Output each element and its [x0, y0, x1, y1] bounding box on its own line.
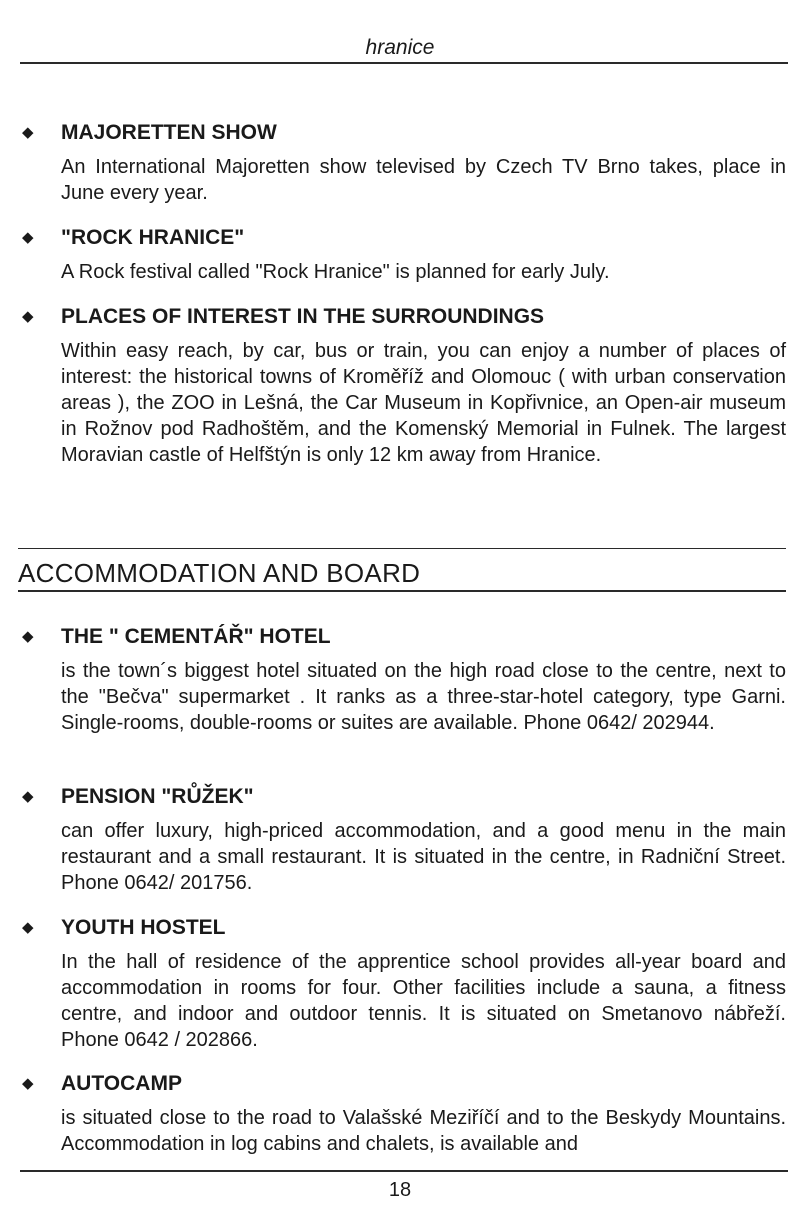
item-title: AUTOCAMP — [61, 1072, 182, 1095]
bullet-icon: ◆ — [22, 308, 34, 325]
header-rule — [20, 62, 788, 64]
item-body: can offer luxury, high-priced accommodation, and a good menu in the main restaurant and a small restaurant. It is situated in the centre, in Radniční Street. Phone 0642/ 201756. — [61, 820, 786, 894]
page-number: 18 — [388, 1179, 412, 1201]
item-body: In the hall of residence of the apprentice school provides all-year board and accommodation in rooms for four. Other facilities include a sauna, a fitness centre, and indoor and outdoor tennis. It is situated on Smetanovo nábřeží. Phone 0642 / 202866. — [61, 951, 786, 1051]
item-title: MAJORETTEN SHOW — [61, 121, 277, 144]
section-rule-bottom — [18, 590, 786, 592]
item-pension-ruzek — [20, 784, 786, 896]
item-body: A Rock festival called "Rock Hranice" is planned for early July. — [61, 261, 610, 283]
item-body: is the town´s biggest hotel situated on the high road close to the centre, next to the "Bečva" supermarket . It ranks as a three-star-hotel category, type Garni. Single-rooms, double-rooms or suites are available. Phone 0642/ 202944. — [61, 660, 786, 734]
item-body: is situated close to the road to Valašské Meziříčí and to the Beskydy Mountains. Accommodation in log cabins and chalets, is available and — [61, 1107, 786, 1155]
bullet-icon: ◆ — [22, 1075, 34, 1092]
bullet-icon: ◆ — [22, 919, 34, 936]
section-heading: ACCOMMODATION AND BOARD — [18, 558, 421, 588]
bullet-icon: ◆ — [22, 229, 34, 246]
item-rock-hranice — [20, 225, 786, 285]
bullet-icon: ◆ — [22, 124, 34, 141]
item-majoretten-show — [20, 120, 786, 206]
running-title: hranice — [365, 36, 435, 59]
item-title: PLACES OF INTEREST IN THE SURROUNDINGS — [61, 305, 545, 328]
item-cementar-hotel — [20, 624, 786, 736]
item-body: An International Majoretten show televised by Czech TV Brno takes, place in June every year. — [61, 156, 786, 204]
bullet-icon: ◆ — [22, 628, 34, 645]
item-body: Within easy reach, by car, bus or train, you can enjoy a number of places of interest: the historical towns of Kroměříž and Olomouc ( with urban conservation areas ), the ZOO in Lešná, the Car Museum in Kopřivnice, an Open-air museum in Rožnov pod Radhoštěm, and the Komenský Memorial in Fulnek. The largest Moravian castle of Helfštýn is only 12 km away from Hranice. — [61, 340, 786, 466]
bullet-icon: ◆ — [22, 788, 34, 805]
item-title: PENSION "RŮŽEK" — [61, 785, 254, 808]
item-title: "ROCK HRANICE" — [61, 226, 245, 249]
section-rule-top — [18, 548, 786, 549]
item-places-of-interest — [20, 304, 786, 468]
item-youth-hostel — [20, 915, 786, 1053]
item-title: YOUTH HOSTEL — [61, 916, 226, 939]
item-autocamp — [20, 1071, 786, 1157]
footer-rule — [20, 1170, 788, 1172]
item-title: THE " CEMENTÁŘ" HOTEL — [61, 625, 331, 648]
